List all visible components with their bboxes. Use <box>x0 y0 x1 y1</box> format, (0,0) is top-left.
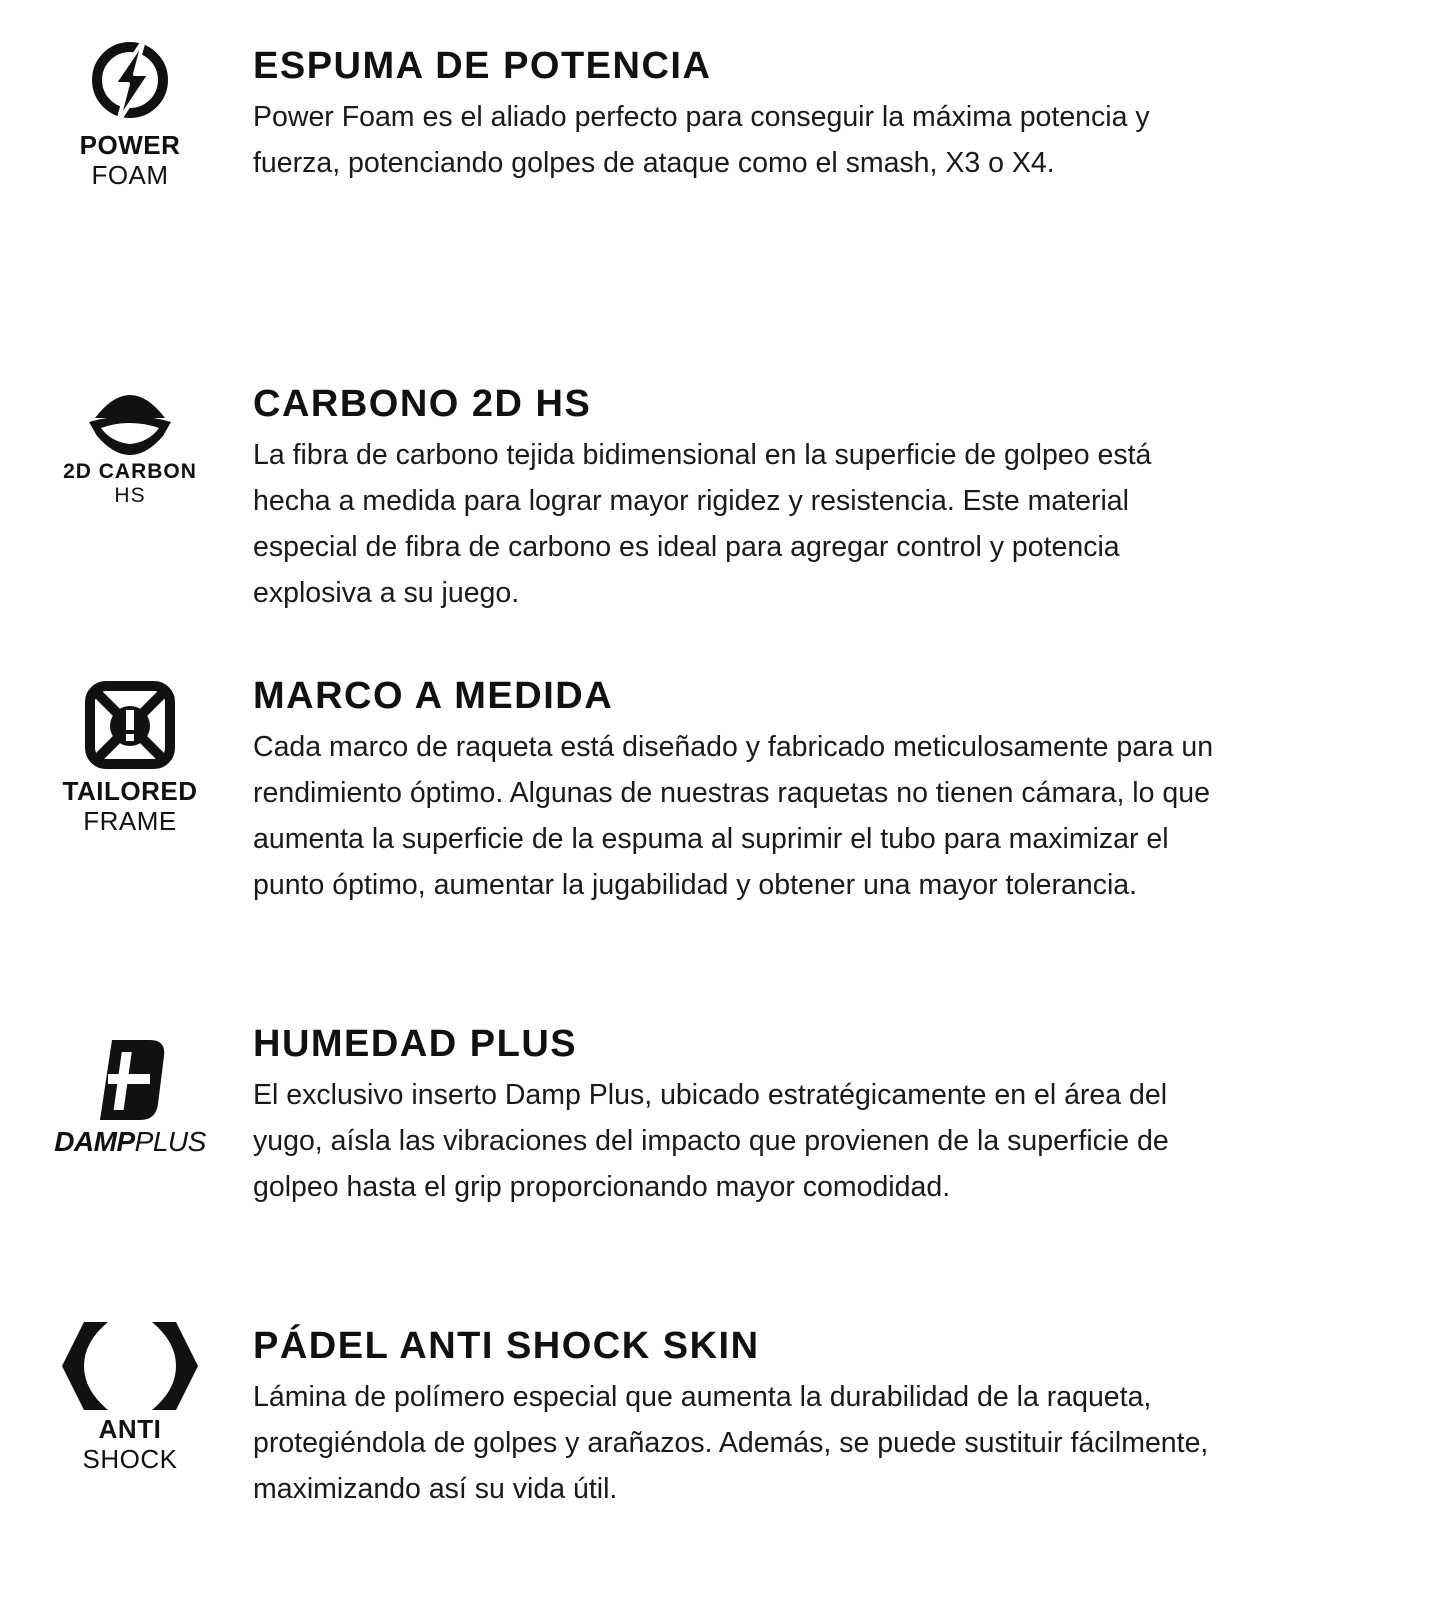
carbon-label-top: 2D CARBON <box>63 460 197 483</box>
anti-shock-label-top: ANTI <box>98 1414 162 1444</box>
anti-shock-label-bottom: SHOCK <box>82 1444 178 1474</box>
tailored-label-top: TAILORED <box>62 776 198 806</box>
anti-shock-brackets-icon <box>60 1320 200 1412</box>
power-foam-badge <box>40 36 220 190</box>
tailored-frame-icon <box>84 680 176 770</box>
feature-title: PÁDEL ANTI SHOCK SKIN <box>253 1325 760 1367</box>
carbon-dome-icon <box>85 388 175 460</box>
carbon-badge <box>40 388 220 508</box>
feature-title: MARCO A MEDIDA <box>253 675 614 717</box>
damp-label-bold: DAMP <box>54 1126 135 1157</box>
tailored-label-bottom: FRAME <box>83 806 177 836</box>
power-foam-label-top: POWER <box>79 130 181 160</box>
power-foam-label-bottom: FOAM <box>91 160 169 190</box>
feature-description: El exclusivo inserto Damp Plus, ubicado estratégicamente en el área del yugo, aísla las vibraciones del impacto que provienen de la superficie de golpeo hasta el grip proporcionando mayor comodidad. <box>253 1079 1169 1203</box>
damp-plus-label <box>40 1126 220 1158</box>
feature-description: Power Foam es el aliado perfecto para conseguir la máxima potencia y fuerza, potenciando golpes de ataque como el smash, X3 o X4. <box>253 101 1150 179</box>
feature-title: CARBONO 2D HS <box>253 383 592 425</box>
damp-plus-badge <box>40 1036 220 1158</box>
tailored-frame-badge <box>40 680 220 836</box>
lightning-bolt-icon <box>88 36 172 124</box>
feature-description: La fibra de carbono tejida bidimensional en la superficie de golpeo está hecha a medida para lograr mayor rigidez y resistencia. Este material especial de fibra de carbono es ideal para agregar control y potencia explosiva a su juego. <box>253 439 1152 609</box>
anti-shock-badge <box>40 1320 220 1474</box>
feature-description: Lámina de polímero especial que aumenta la durabilidad de la raqueta, protegiéndola de golpes y arañazos. Además, se puede sustituir fácilmente, maximizando así su vida útil. <box>253 1381 1209 1505</box>
feature-title: HUMEDAD PLUS <box>253 1023 578 1065</box>
feature-title: ESPUMA DE POTENCIA <box>253 45 712 87</box>
damp-label-light: PLUS <box>134 1126 206 1157</box>
feature-description: Cada marco de raqueta está diseñado y fabricado meticulosamente para un rendimiento óptimo. Algunas de nuestras raquetas no tienen cámara, lo que aumenta la superficie de la espuma al suprimir el tubo para maximizar el punto óptimo, aumentar la jugabilidad y obtener una mayor tolerancia. <box>253 731 1214 901</box>
carbon-label-bottom: HS <box>114 484 146 507</box>
damp-plus-icon <box>94 1036 166 1124</box>
